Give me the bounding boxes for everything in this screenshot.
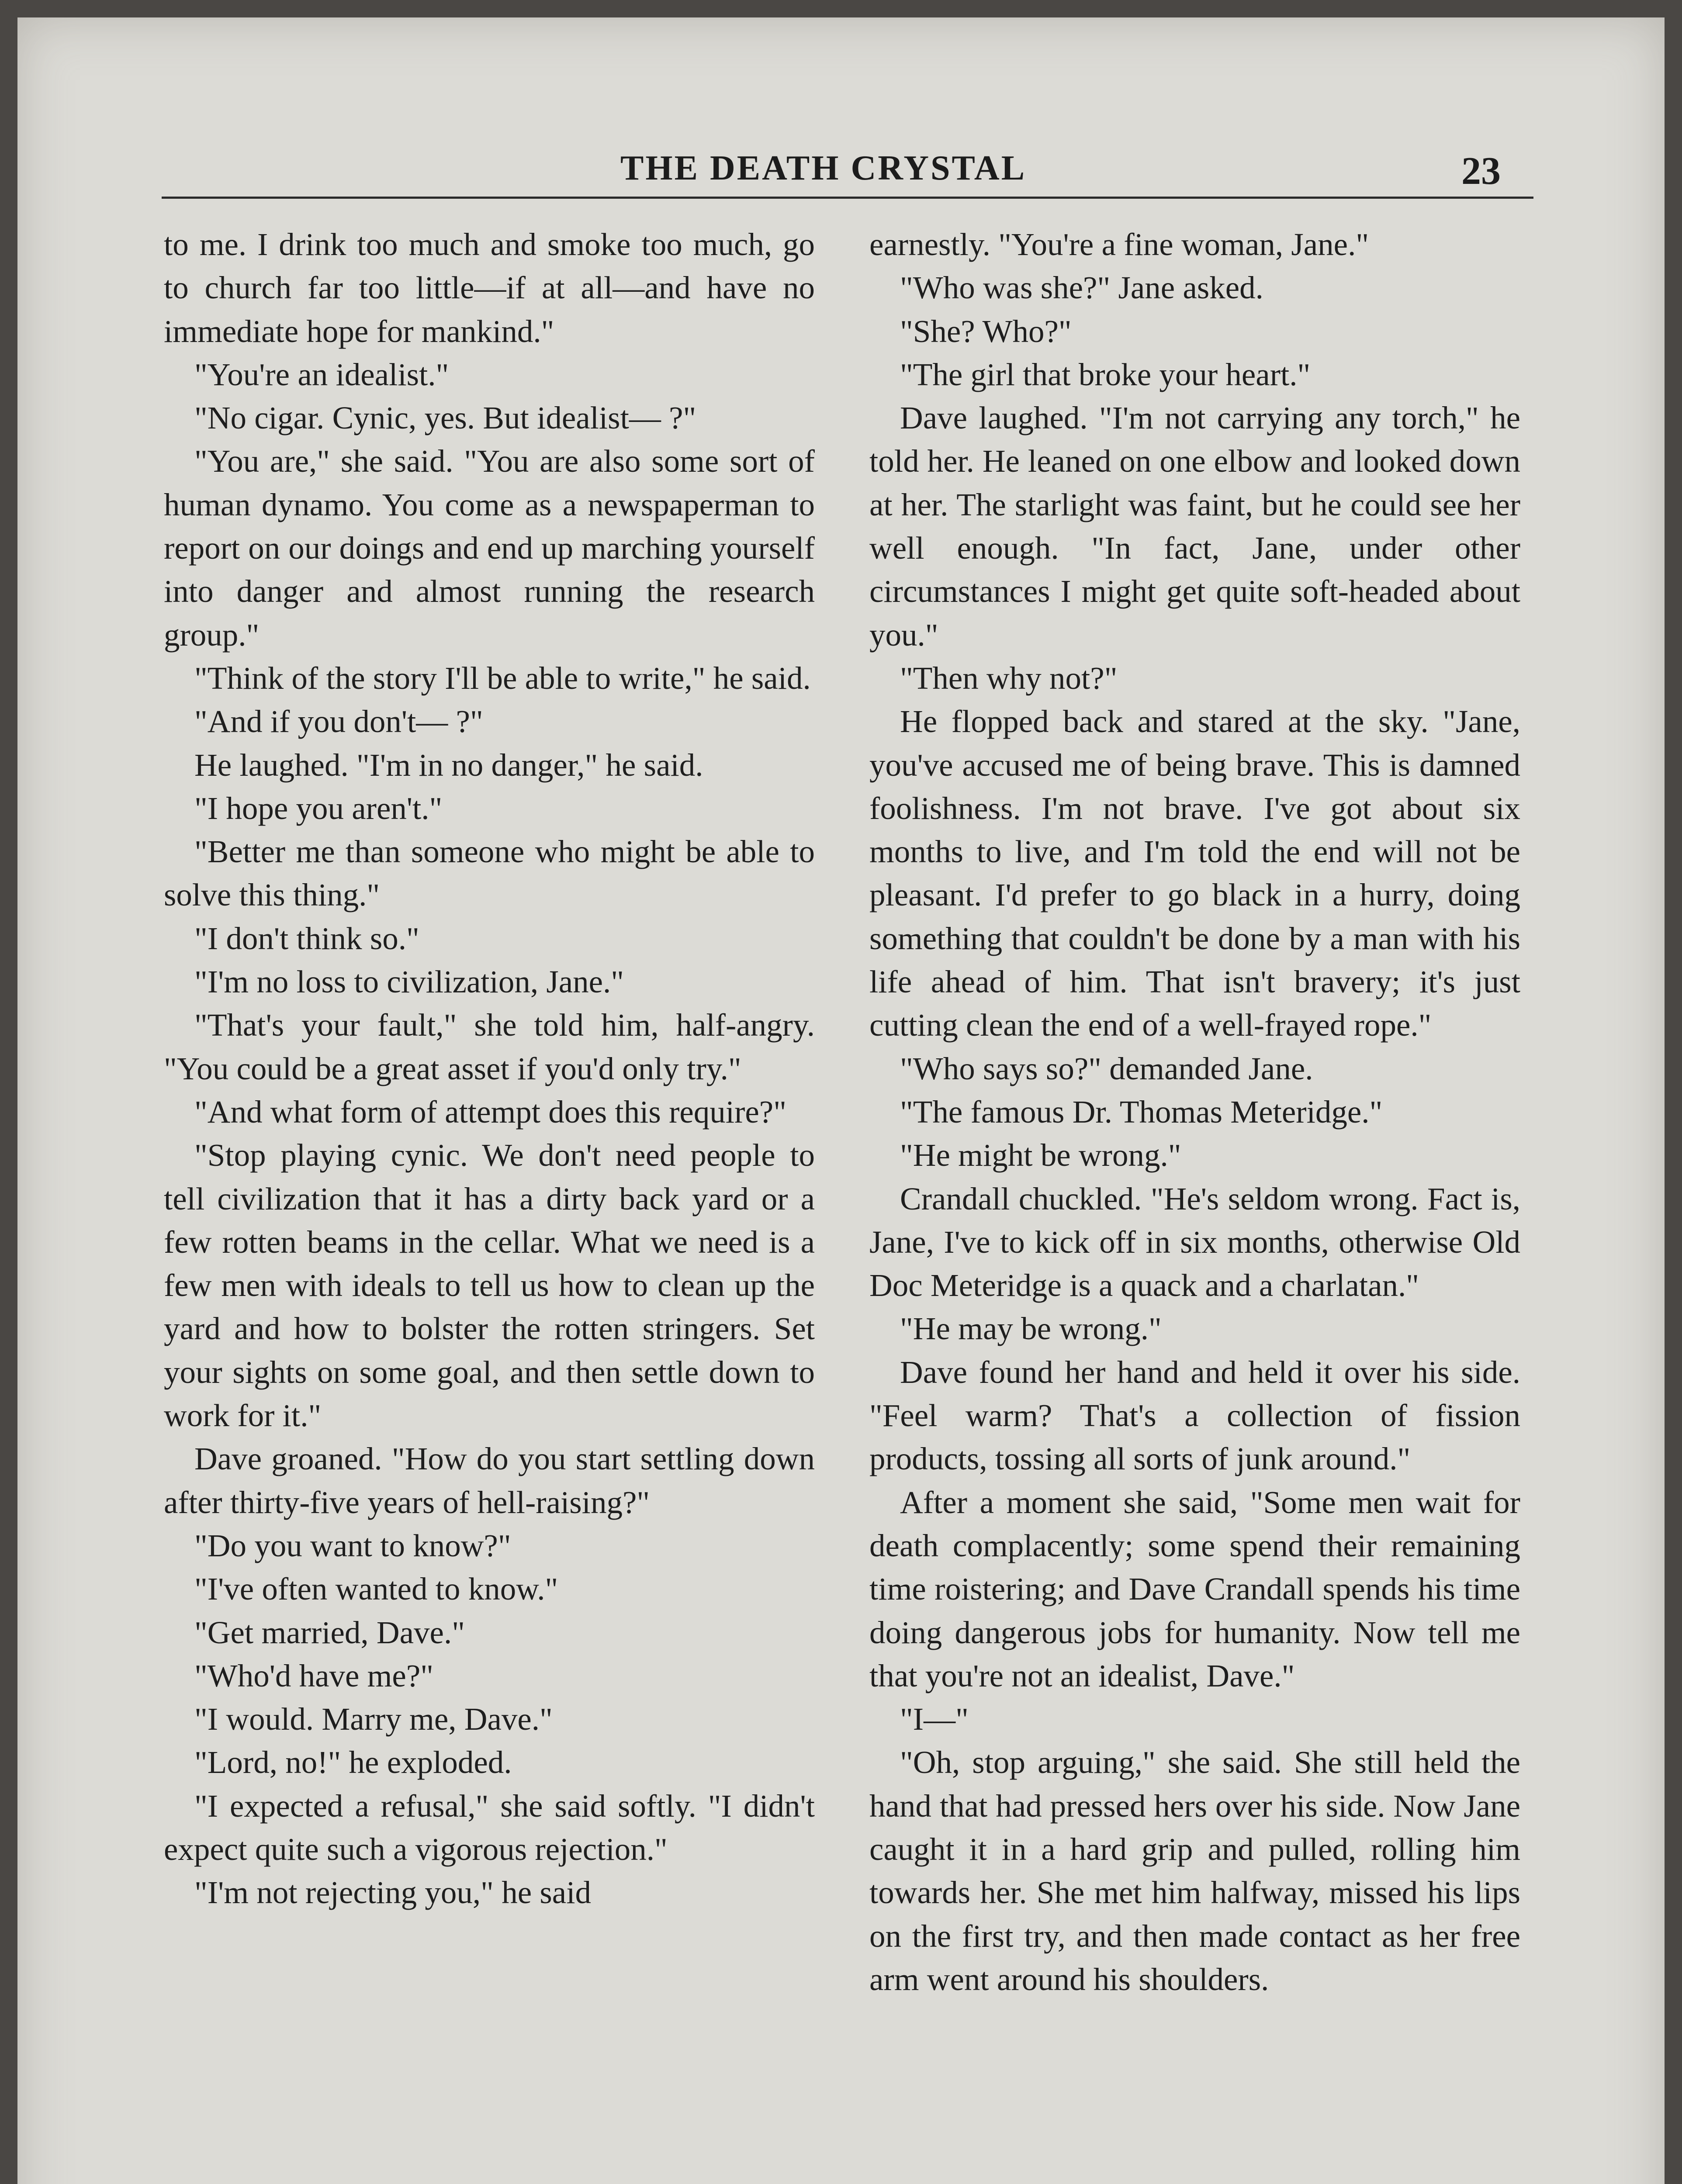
- left-column: [164, 223, 815, 1914]
- paragraph: "And if you don't— ?": [194, 704, 483, 740]
- paragraph: "I hope you aren't.": [194, 790, 443, 826]
- paragraph: "Think of the story I'll be able to write," he said.: [194, 660, 811, 696]
- paragraph: "I expected a refusal," she said softly. "I didn't expect quite such a vigorous rejection.": [164, 1788, 815, 1867]
- paragraph: He flopped back and stared at the sky. "Jane, you've accused me of being brave. This is damned foolishness. I'm not brave. I've got about six months to live, and I'm told the end will not be pleasant. I'd prefer to go black in a hurry, doing something that couldn't be done by a man with his life ahead of him. That isn't bravery; it's just cutting clean the end of a well-frayed rope.": [869, 704, 1520, 1043]
- header-rule: [162, 197, 1533, 199]
- paragraph: "Better me than someone who might be able to solve this thing.": [164, 834, 815, 913]
- paragraph: Crandall chuckled. "He's seldom wrong. Fact is, Jane, I've to kick off in six months, otherwise Old Doc Meteridge is a quack and a charlatan.": [869, 1181, 1520, 1303]
- page-number: 23: [1461, 149, 1501, 193]
- paragraph: "Who'd have me?": [194, 1658, 434, 1693]
- paragraph: "No cigar. Cynic, yes. But idealist— ?": [194, 400, 696, 436]
- paragraph: "I'm not rejecting you," he said: [194, 1875, 591, 1911]
- paragraph: "Do you want to know?": [194, 1527, 511, 1563]
- paragraph: "And what form of attempt does this require?": [194, 1094, 786, 1130]
- paragraph: "Who was she?" Jane asked.: [900, 270, 1263, 306]
- running-title: THE DEATH CRYSTAL: [620, 149, 1027, 187]
- paragraph: "Get married, Dave.": [194, 1614, 465, 1650]
- paragraph: He laughed. "I'm in no danger," he said.: [194, 747, 703, 783]
- paragraph: Dave laughed. "I'm not carrying any torch," he told her. He leaned on one elbow and looked down at her. The starlight was faint, but he could see her well enough. "In fact, Jane, under other circumstances I might get quite soft-headed about you.": [869, 400, 1520, 653]
- paragraph: "Then why not?": [900, 660, 1118, 696]
- paragraph: "She? Who?": [900, 313, 1072, 349]
- paragraph: "I don't think so.": [194, 920, 419, 956]
- paragraph: Dave groaned. "How do you start settling down after thirty-five years of hell-raising?": [164, 1441, 815, 1520]
- paragraph: "He might be wrong.": [900, 1137, 1181, 1173]
- paragraph: "The girl that broke your heart.": [900, 356, 1311, 392]
- paragraph: "You are," she said. "You are also some sort of human dynamo. You come as a newspaperman to report on our doings and end up marching yourself into danger and almost running the research group.": [164, 443, 815, 653]
- paragraph: "I—": [900, 1701, 969, 1737]
- paragraph: "Who says so?" demanded Jane.: [900, 1051, 1313, 1086]
- paragraph: After a moment she said, "Some men wait for death complacently; some spend their remaining time roistering; and Dave Crandall spends his time doing dangerous jobs for humanity. Now tell me that you're not an idealist, Dave.": [869, 1484, 1520, 1693]
- paragraph: to me. I drink too much and smoke too much, go to church far too little—if at all—and have no immediate hope for mankind.": [164, 227, 815, 349]
- paragraph: "I would. Marry me, Dave.": [194, 1701, 553, 1737]
- paragraph: "I've often wanted to know.": [194, 1571, 558, 1607]
- paragraph: "That's your fault," she told him, half-angry. "You could be a great asset if you'd only try.": [164, 1007, 815, 1086]
- paragraph: "Stop playing cynic. We don't need people to tell civilization that it has a dirty back yard or a few rotten beams in the cellar. What we need is a few men with ideals to tell us how to clean up the yard and how to bolster the rotten stringers. Set your sights on some goal, and then settle down to work for it.": [164, 1137, 815, 1434]
- paragraph: "The famous Dr. Thomas Meteridge.": [900, 1094, 1383, 1130]
- paragraph: "He may be wrong.": [900, 1311, 1162, 1347]
- paragraph: "You're an idealist.": [194, 356, 449, 392]
- paragraph: Dave found her hand and held it over his side. "Feel warm? That's a collection of fission products, tossing all sorts of junk around.": [869, 1354, 1520, 1477]
- paragraph: "I'm no loss to civilization, Jane.": [194, 964, 624, 1000]
- paragraph: "Lord, no!" he exploded.: [194, 1745, 512, 1780]
- paragraph: earnestly. "You're a fine woman, Jane.": [869, 227, 1369, 262]
- paragraph: "Oh, stop arguing," she said. She still held the hand that had pressed hers over his side. Now Jane caught it in a hard grip and pulled, rolling him towards her. She met him halfway, missed his lips on the first try, and then made contact as her free arm went around his shoulders.: [869, 1745, 1520, 1997]
- right-column: [869, 223, 1520, 2001]
- magazine-page: [17, 17, 1665, 2184]
